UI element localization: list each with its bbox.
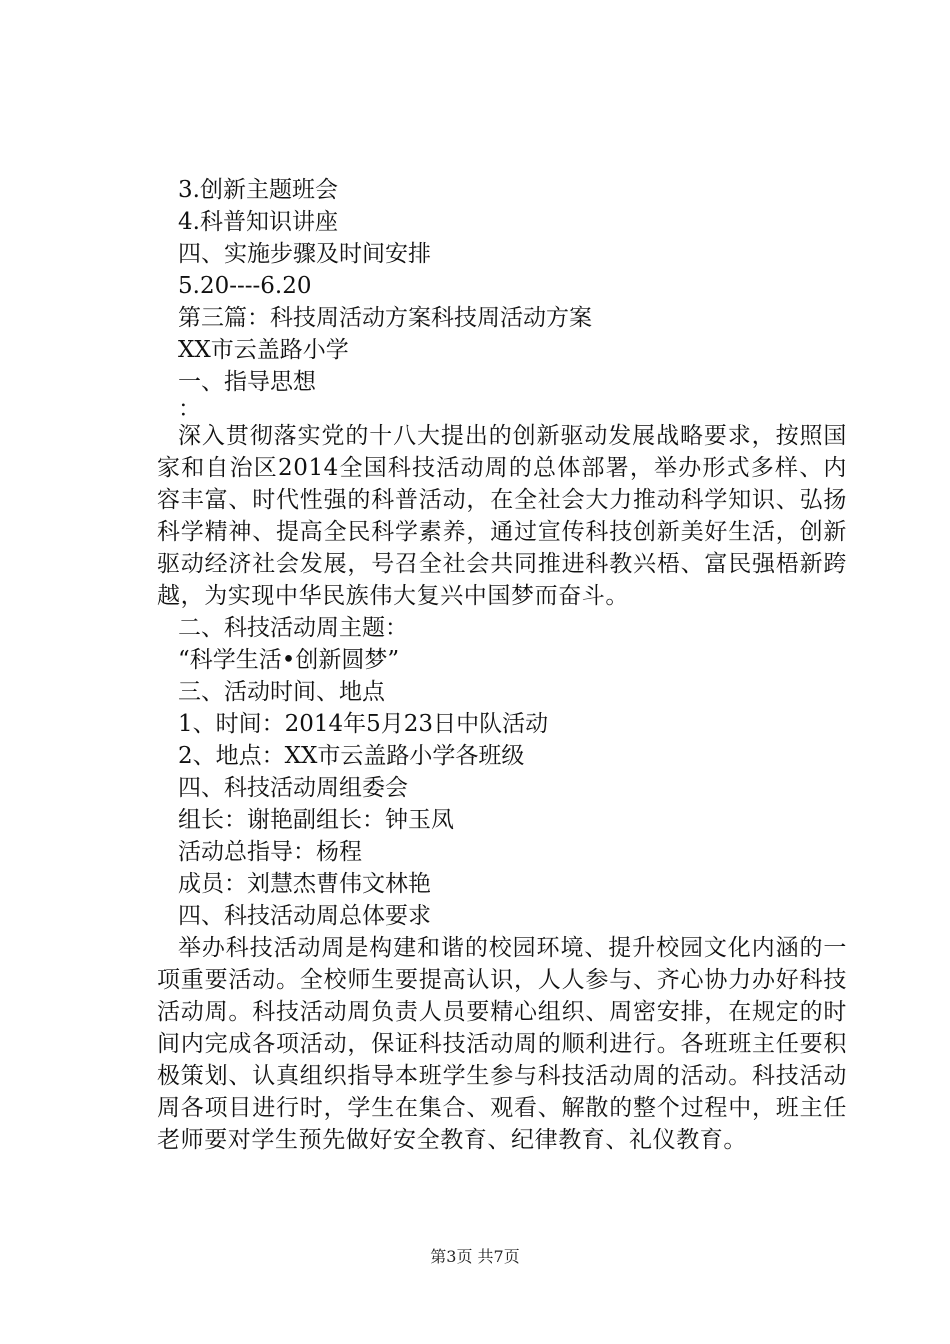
date-range: 5.20----6.20 bbox=[178, 273, 312, 299]
chapter-title: 第三篇：科技周活动方案科技周活动方案 bbox=[178, 305, 592, 331]
committee-director: 活动总指导：杨程 bbox=[178, 839, 362, 865]
list-item-science-lecture: 4.科普知识讲座 bbox=[178, 209, 338, 235]
paragraph-requirements: 举办科技活动周是构建和谐的校园环境、提升校园文化内涵的一项重要活动。全校师生要提高认识，人人参与、齐心协力办好科技活动周。科技活动周负责人员要精心组织、周密安排，在规定的时间内完成各项活动，保证科技活动周的顺利进行。各班班主任要积极策划、认真组织指导本班学生参与科技活动周的活动。科技活动周各项目进行时，学生在集合、观看、解散的整个过程中，班主任老师要对学生预先做好安全教育、纪律教育、礼仪教育。 bbox=[157, 935, 847, 1153]
section-heading-time-place: 三、活动时间、地点 bbox=[178, 679, 385, 705]
activity-place: 2、地点：XX市云盖路小学各班级 bbox=[178, 743, 525, 769]
school-name: XX市云盖路小学 bbox=[178, 337, 349, 363]
section-heading-theme: 二、科技活动周主题： bbox=[178, 615, 408, 641]
section-heading-guiding-thought: 一、指导思想 bbox=[178, 369, 316, 395]
committee-members: 成员：刘慧杰曹伟文林艳 bbox=[178, 871, 431, 897]
document-body bbox=[157, 174, 847, 1156]
colon-line: ： bbox=[178, 396, 201, 422]
section-heading-committee: 四、科技活动周组委会 bbox=[178, 775, 408, 801]
paragraph-guiding-thought: 深入贯彻落实党的十八大提出的创新驱动发展战略要求，按照国家和自治区2014全国科技活动周的总体部署，举办形式多样、内容丰富、时代性强的科普活动，在全社会大力推动科学知识、弘扬科学精神、提高全民科学素养，通过宣传科技创新美好生活，创新驱动经济社会发展，号召全社会共同推进科教兴梧、富民强梧新跨越，为实现中华民族伟大复兴中国梦而奋斗。 bbox=[157, 423, 847, 609]
section-heading-implementation-steps: 四、实施步骤及时间安排 bbox=[178, 241, 431, 267]
committee-leaders: 组长：谢艳副组长：钟玉凤 bbox=[178, 807, 454, 833]
section-heading-requirements: 四、科技活动周总体要求 bbox=[178, 903, 431, 929]
page-number-footer: 第3页 共7页 bbox=[430, 1247, 520, 1266]
activity-time: 1、时间：2014年5月23日中队活动 bbox=[178, 711, 549, 737]
theme-slogan: “科学生活•创新圆梦” bbox=[178, 647, 400, 673]
list-item-innovation-class-meeting: 3.创新主题班会 bbox=[178, 177, 338, 203]
